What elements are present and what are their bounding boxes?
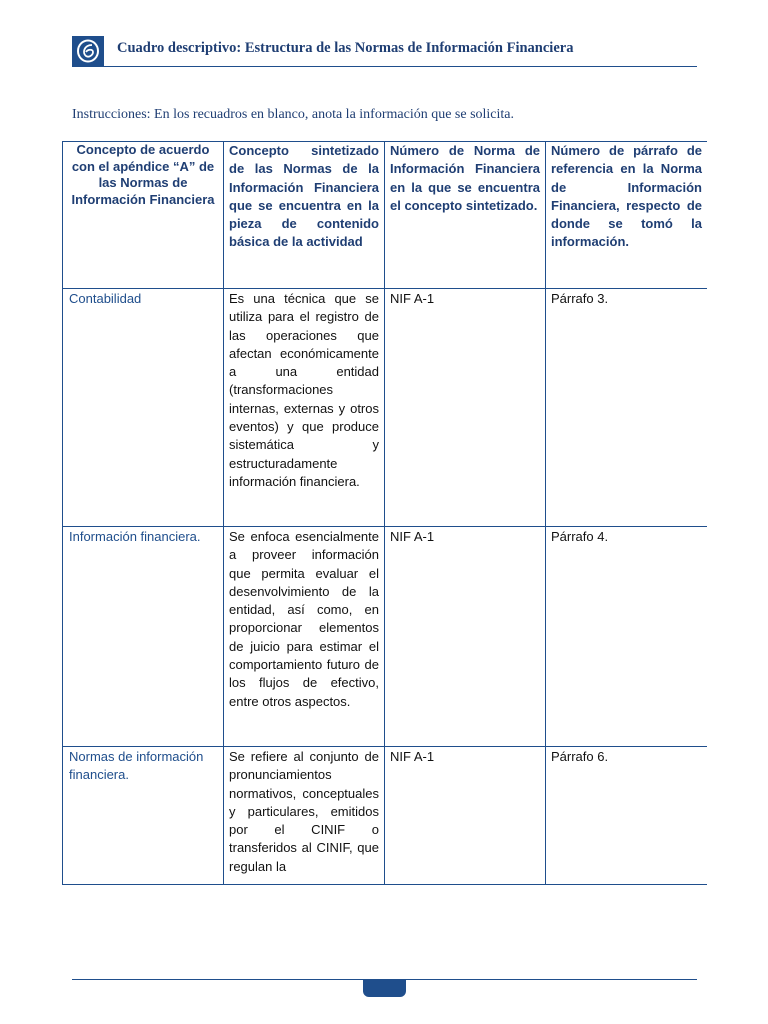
cell-norm: NIF A-1 — [385, 747, 546, 886]
cell-concept: Normas de información financiera. — [63, 747, 224, 886]
cell-paragraph: Párrafo 6. — [546, 747, 708, 886]
cell-paragraph: Párrafo 3. — [546, 289, 708, 527]
cell-paragraph: Párrafo 4. — [546, 527, 708, 747]
cell-norm: NIF A-1 — [385, 289, 546, 527]
header-summary: Concepto sintetizado de las Normas de la Información Financiera que se encuentra en la pieza de contenido básica de la actividad — [224, 142, 385, 289]
table-row — [63, 527, 708, 747]
cell-concept: Información financiera. — [63, 527, 224, 747]
page-title: Cuadro descriptivo: Estructura de las Normas de Información Financiera — [117, 40, 574, 56]
institution-logo-icon — [72, 36, 104, 66]
instructions-text: Instrucciones: En los recuadros en blanco, anota la información que se solicita. — [72, 107, 515, 122]
cell-summary: Es una técnica que se utiliza para el registro de las operaciones que afectan económicamente a una entidad (transformaciones internas, externas y otros eventos) y que produce sistemática y estructuradamente información financiera. — [224, 289, 385, 527]
cell-summary: Se enfoca esencialmente a proveer información que permita evaluar el desenvolvimiento de la entidad, así como, en proporcionar elementos de juicio para estimar el comportamiento futuro de los flujos de efectivo, entre otros aspectos. — [224, 527, 385, 747]
table-header-row — [63, 142, 708, 289]
cell-summary: Se refiere al conjunto de pronunciamientos normativos, conceptuales y particulares, emitidos por el CINIF o transferidos al CINIF, que regulan la — [224, 747, 385, 886]
page-header — [72, 36, 697, 67]
table-row — [63, 747, 708, 886]
header-norm-number: Número de Norma de Información Financiera en la que se encuentra el concepto sintetizado. — [385, 142, 546, 289]
descriptive-table — [62, 141, 707, 885]
page-number-tab — [363, 980, 406, 997]
cell-concept: Contabilidad — [63, 289, 224, 527]
cell-norm: NIF A-1 — [385, 527, 546, 747]
header-paragraph-number: Número de párrafo de referencia en la Norma de Información Financiera, respecto de donde se tomó la información. — [546, 142, 708, 289]
table-row — [63, 289, 708, 527]
header-concept: Concepto de acuerdo con el apéndice “A” de las Normas de Información Financiera — [63, 142, 224, 289]
